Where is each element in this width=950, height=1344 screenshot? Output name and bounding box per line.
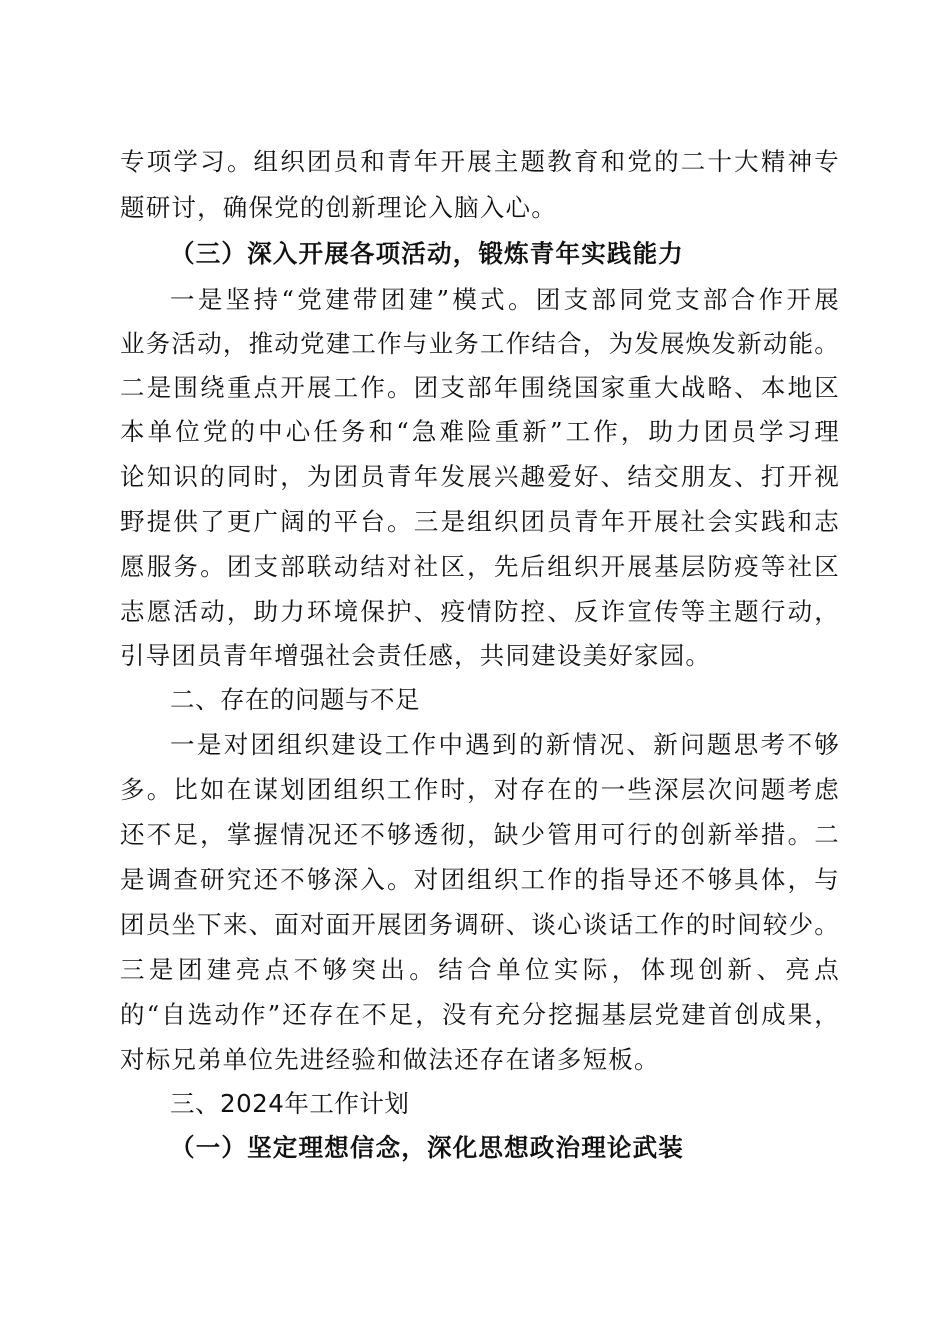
section-heading: 二、存在的问题与不足	[170, 685, 420, 714]
paragraph-line: 专项学习。组织团员和青年开展主题教育和党的二十大精神专	[120, 147, 840, 176]
subsection-heading: （一）坚定理想信念，深化思想政治理论武装	[170, 1133, 684, 1162]
paragraph-line: 对标兄弟单位先进经验和做法还存在诸多短板。	[120, 1045, 660, 1074]
section-heading: 三、2024年工作计划	[170, 1089, 410, 1118]
paragraph-line: 题研讨，确保党的创新理论入脑入心。	[120, 193, 557, 222]
paragraph-line: 野提供了更广阔的平台。三是组织团员青年开展社会实践和志	[120, 507, 840, 536]
paragraph-line: 志愿活动，助力环境保护、疫情防控、反诈宣传等主题行动，	[120, 597, 840, 626]
paragraph-line: 业务活动，推动党建工作与业务工作结合，为发展焕发新动能。	[120, 329, 840, 358]
paragraph-line: 愿服务。团支部联动结对社区，先后组织开展基层防疫等社区	[120, 552, 840, 581]
paragraph-line: 多。比如在谋划团组织工作时，对存在的一些深层次问题考虑	[120, 775, 840, 804]
paragraph-line: 三是团建亮点不够突出。结合单位实际，体现创新、亮点	[120, 955, 840, 984]
paragraph-line: 引导团员青年增强社会责任感，共同建设美好家园。	[120, 641, 712, 670]
paragraph-line: 一是对团组织建设工作中遇到的新情况、新问题思考不够	[170, 730, 840, 759]
paragraph-line: 还不足，掌握情况还不够透彻，缺少管用可行的创新举措。二	[120, 820, 840, 849]
paragraph-line: 本单位党的中心任务和“急难险重新”工作，助力团员学习理	[120, 417, 840, 446]
paragraph-line: 论知识的同时，为团员青年发展兴趣爱好、结交朋友、打开视	[120, 462, 840, 491]
paragraph-line: 二是围绕重点开展工作。团支部年围绕国家重大战略、本地区	[120, 373, 840, 402]
paragraph-line: 团员坐下来、面对面开展团务调研、谈心谈话工作的时间较少。	[120, 910, 840, 939]
subsection-heading: （三）深入开展各项活动，锻炼青年实践能力	[170, 239, 684, 268]
paragraph-line: 是调查研究还不够深入。对团组织工作的指导还不够具体，与	[120, 865, 840, 894]
paragraph-line: 的“自选动作”还存在不足，没有充分挖掘基层党建首创成果，	[120, 1000, 840, 1029]
paragraph-line: 一是坚持“党建带团建”模式。团支部同党支部合作开展	[170, 285, 840, 314]
